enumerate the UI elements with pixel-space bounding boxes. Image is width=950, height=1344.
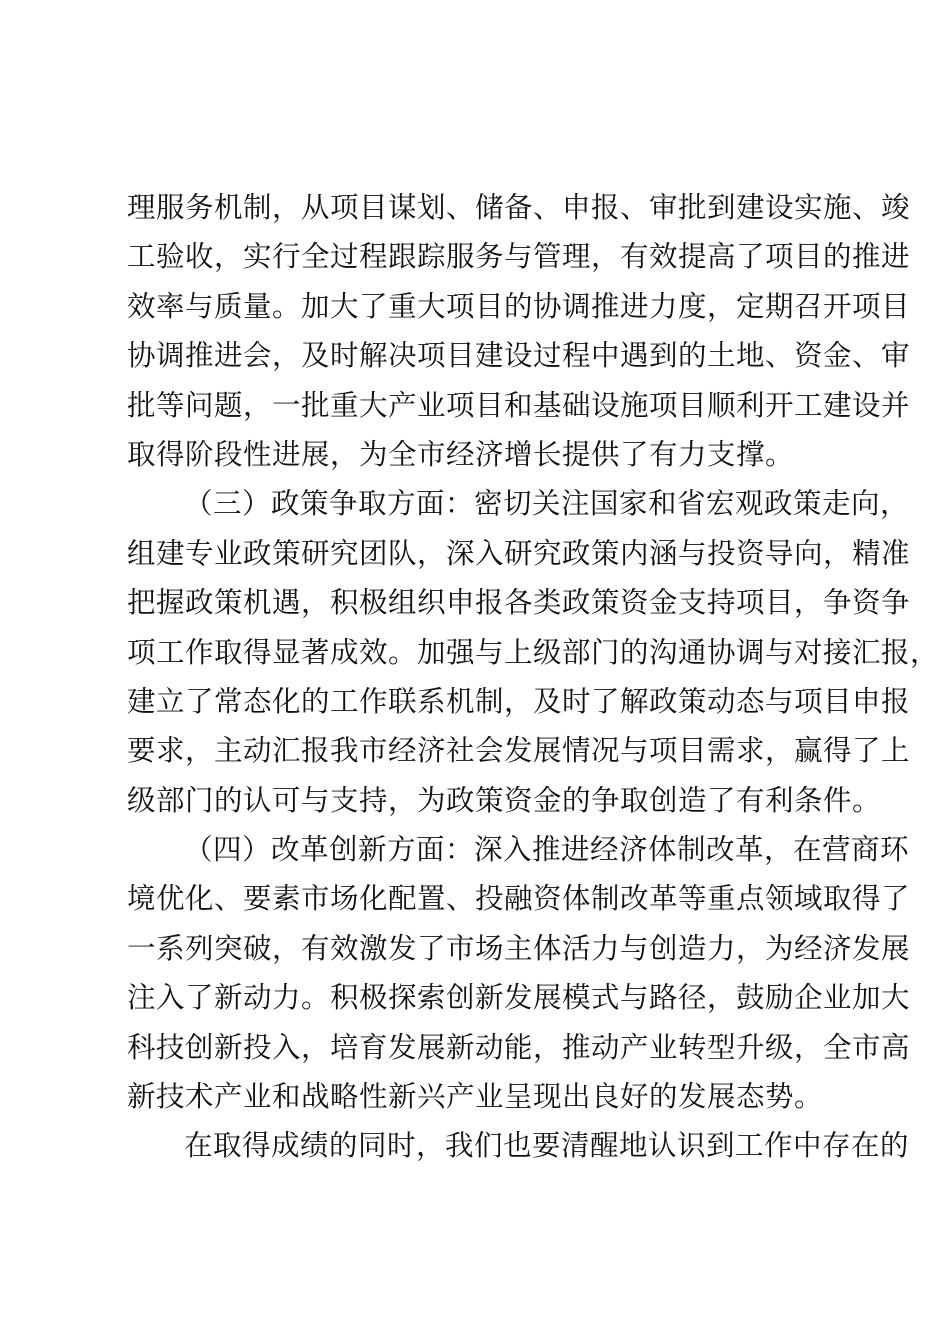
- text-line: 项工作取得显著成效。加强与上级部门的沟通协调与对接汇报，: [127, 635, 940, 669]
- text-line: 级部门的认可与支持，为政策资金的争取创造了有利条件。: [127, 783, 882, 817]
- text-line: 效率与质量。加大了重大项目的协调推进力度，定期召开项目: [127, 289, 911, 323]
- paragraph-start-line: （四）改革创新方面：深入推进经济体制改革，在营商环: [184, 833, 910, 867]
- text-line: 把握政策机遇，积极组织申报各类政策资金支持项目，争资争: [127, 586, 911, 620]
- text-line: 取得阶段性进展，为全市经济增长提供了有力支撑。: [127, 437, 795, 471]
- text-line: 批等问题，一批重大产业项目和基础设施项目顺利开工建设并: [127, 388, 911, 422]
- text-line: 组建专业政策研究团队，深入研究政策内涵与投资导向，精准: [127, 536, 911, 570]
- text-line: 协调推进会，及时解决项目建设过程中遇到的土地、资金、审: [127, 339, 911, 373]
- text-line: 注入了新动力。积极探索创新发展模式与路径，鼓励企业加大: [127, 981, 911, 1015]
- text-line: 科技创新投入，培育发展新动能，推动产业转型升级，全市高: [127, 1030, 911, 1064]
- document-body: [127, 183, 940, 1171]
- text-line: 工验收，实行全过程跟踪服务与管理，有效提高了项目的推进: [127, 240, 911, 274]
- text-line: 一系列突破，有效激发了市场主体活力与创造力，为经济发展: [127, 931, 911, 965]
- text-line: 境优化、要素市场化配置、投融资体制改革等重点领域取得了: [127, 882, 911, 916]
- paragraph-start-line: 在取得成绩的同时，我们也要清醒地认识到工作中存在的: [184, 1129, 910, 1163]
- text-line: 要求，主动汇报我市经济社会发展情况与项目需求，赢得了上: [127, 734, 911, 768]
- text-line: 理服务机制，从项目谋划、储备、申报、审批到建设实施、竣: [127, 191, 911, 224]
- text-line: 建立了常态化的工作联系机制，及时了解政策动态与项目申报: [127, 684, 911, 718]
- paragraph-start-line: （三）政策争取方面：密切关注国家和省宏观政策走向，: [184, 487, 910, 521]
- text-line: 新技术产业和战略性新兴产业呈现出良好的发展态势。: [127, 1080, 824, 1114]
